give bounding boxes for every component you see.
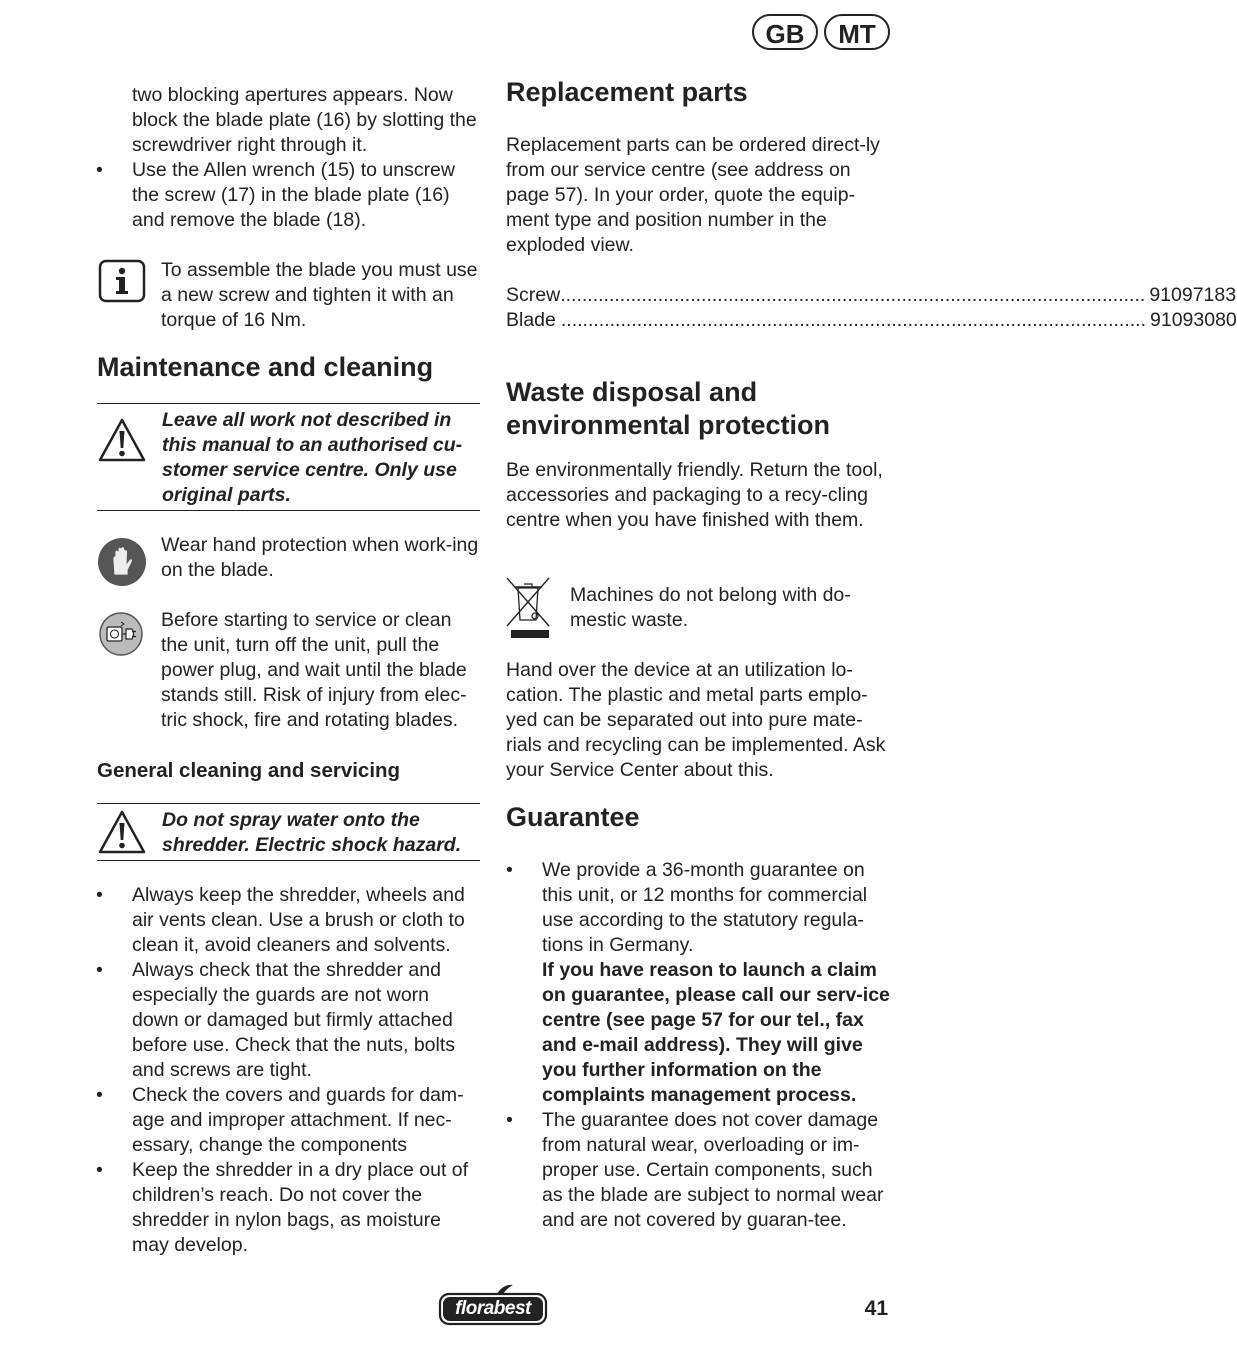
waste-body: Be environmentally friendly. Return the tool, accessories and packaging to a recy-cling centre when you have finished with them. [506, 459, 883, 531]
bullet-dot: • [96, 959, 103, 981]
list-item [96, 883, 479, 958]
intro-bullet-text: Use the Allen wrench (15) to unscrew the screw (17) in the blade plate (16) and remove the blade (18). [132, 159, 455, 231]
bin-note-text: Machines do not belong with do-mestic waste. [570, 584, 851, 631]
crossed-bin-icon [504, 574, 552, 642]
list-item-text: Check the covers and guards for dam-age and improper attachment. If nec-essary, change the components [132, 1084, 464, 1156]
intro-continued-text: two blocking apertures appears. Now block the blade plate (16) by slotting the screwdriver right through it. [132, 84, 477, 156]
gloves-icon [97, 537, 147, 587]
guarantee-title: Guarantee [506, 802, 640, 832]
list-item [96, 1158, 479, 1258]
guarantee-bullet-2: The guarantee does not cover damage from natural wear, overloading or im-proper use. Certain components, such as the blade are subject to normal wear and are not covered by guaran-tee. [542, 1109, 884, 1231]
general-bullet-list [96, 883, 479, 1258]
page-number: 41 [864, 1297, 888, 1320]
guarantee-bullet-1 [542, 858, 890, 1108]
list-item [506, 858, 890, 1108]
divider [97, 860, 480, 861]
dot-leader: ............................................................................................................ [560, 284, 1146, 306]
bullet-dot: • [96, 159, 103, 181]
brand-wordmark: florabest [455, 1298, 531, 1319]
guarantee-bullet-1-text: We provide a 36-month guarantee on this unit, or 12 months for commercial use according to the statutory regula-tions in Germany. [542, 859, 868, 956]
bullet-dot: • [96, 1159, 103, 1181]
list-item-text: Always keep the shredder, wheels and air vents clean. Use a brush or cloth to clean it, avoid cleaners and solvents. [132, 884, 465, 956]
part-name: Screw [506, 284, 561, 306]
replacement-parts-body: Replacement parts can be ordered direct-ly from our service centre (see address on page 57). In your order, quote the equip-ment type and position number in the exploded view. [506, 134, 880, 256]
warning-triangle-icon [97, 809, 147, 855]
bullet-dot: • [96, 1084, 103, 1106]
list-item-text: Always check that the shredder and especially the guards are not worn down or damaged but firmly attached before use. Check that the nuts, bolts and screws are tight. [132, 959, 456, 1081]
gloves-note-text: Wear hand protection when work-ing on the blade. [161, 534, 479, 581]
part-row-screw [506, 283, 1237, 308]
intro-bullet [96, 158, 477, 233]
language-badge-gb: GB [752, 14, 818, 50]
language-badge-mt: MT [824, 14, 890, 50]
info-note-text: To assemble the blade you must use a new screw and tighten it with an torque of 16 Nm. [161, 259, 478, 331]
unplug-icon [99, 612, 143, 656]
guarantee-claim-note: If you have reason to launch a claim on guarantee, please call our serv-ice centre (see page 57 for our tel., fax and e-mail address). They will give you further information on the complaints management process. [542, 959, 890, 1106]
part-row-blade [506, 308, 1237, 333]
maintenance-title: Maintenance and cleaning [97, 352, 434, 382]
list-item [96, 958, 479, 1083]
bullet-dot: • [96, 884, 103, 906]
dot-leader: ............................................................................................................ [560, 309, 1146, 331]
parts-list [506, 283, 1237, 333]
list-item [96, 1083, 479, 1158]
unplug-note-text: Before starting to service or clean the unit, turn off the unit, pull the power plug, and wait until the blade stands still. Risk of injury from elec-tric shock, fire and rotating blades. [161, 609, 467, 731]
warning-triangle-icon [97, 417, 147, 463]
part-number: 91097183 [1149, 284, 1237, 306]
general-cleaning-title: General cleaning and servicing [97, 759, 401, 782]
part-number: 91093080 [1150, 309, 1237, 331]
info-icon [98, 259, 146, 303]
maintenance-warning-text: Leave all work not described in this manual to an authorised cu-stomer service centre. Only use original parts. [162, 409, 463, 506]
divider [97, 510, 480, 511]
list-item [506, 1108, 890, 1233]
list-item-text: Keep the shredder in a dry place out of children’s reach. Do not cover the shredder in nylon bags, as moisture may develop. [132, 1159, 469, 1256]
bullet-dot: • [506, 1109, 513, 1131]
general-warning-text: Do not spray water onto the shredder. Electric shock hazard. [162, 809, 462, 856]
waste-title-line1: Waste disposal and [506, 377, 758, 407]
divider [97, 803, 480, 804]
waste-disposal-title [506, 376, 830, 442]
replacement-parts-title: Replacement parts [506, 77, 748, 107]
bullet-dot: • [506, 859, 513, 881]
divider [97, 403, 480, 404]
waste-title-line2: environmental protection [506, 410, 831, 440]
part-name: Blade [506, 309, 556, 331]
guarantee-list [506, 858, 890, 1233]
waste-body-2: Hand over the device at an utilization lo-cation. The plastic and metal parts emplo-yed can be separated out into pure mate-rials and recycling can be implemented. Ask your Service Center about this. [506, 659, 886, 781]
florabest-logo [437, 1282, 549, 1328]
